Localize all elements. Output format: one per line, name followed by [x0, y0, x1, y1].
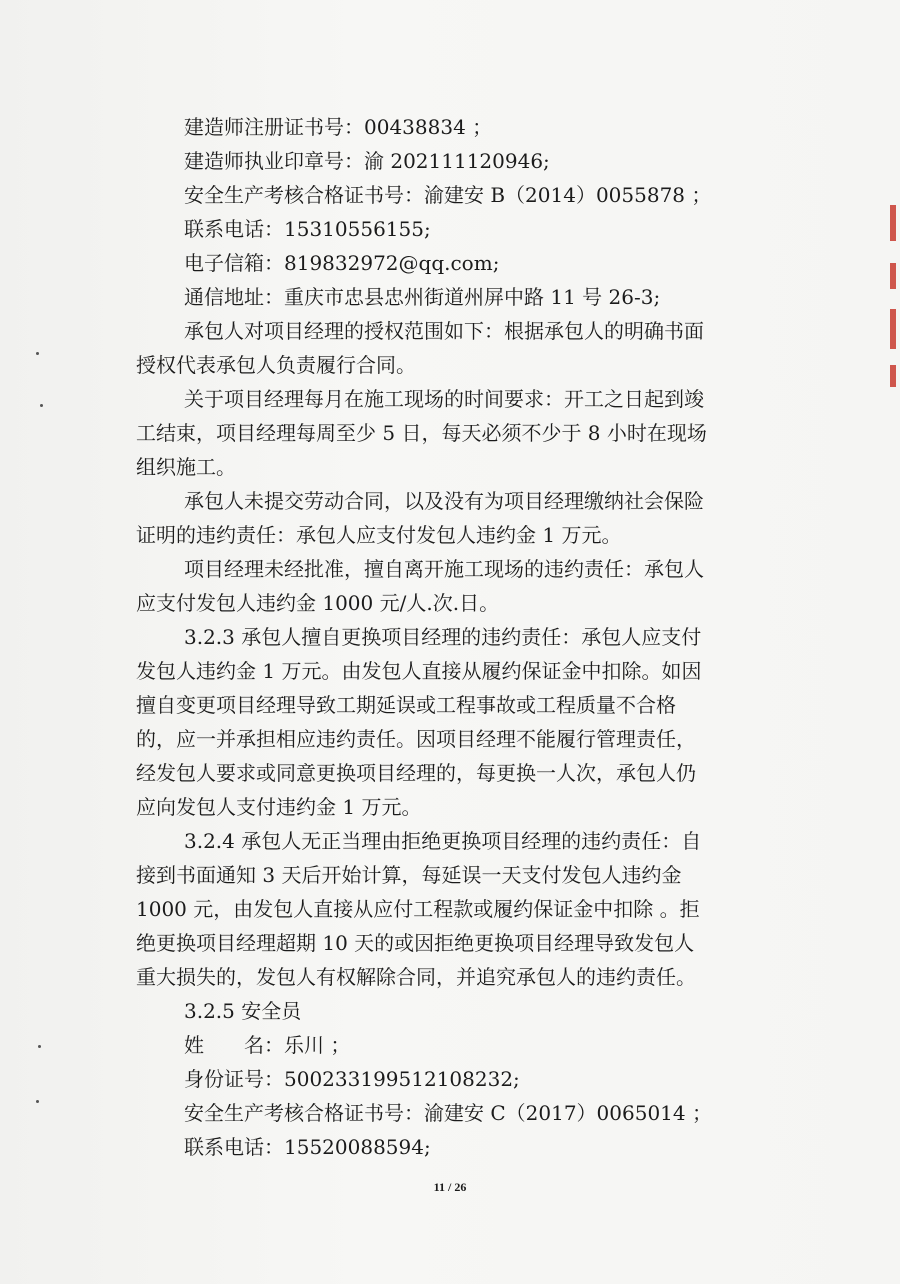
text-line: 建造师注册证书号：00438834 ； — [184, 115, 493, 139]
text-line: 通信地址：重庆市忠县忠州街道州屏中路 11 号 26-3; — [184, 285, 661, 309]
text-line: 电子信箱：819832972@qq.com; — [184, 251, 500, 275]
text-line: 身份证号：500233199512108232; — [184, 1067, 520, 1091]
text-line: 授权代表承包人负责履行合同。 — [136, 353, 416, 377]
text-line: 的，应一并承担相应违约责任。因项目经理不能履行管理责任， — [136, 727, 696, 751]
text-line: 擅自变更项目经理导致工期延误或工程事故或工程质量不合格 — [136, 693, 676, 717]
text-line: 建造师执业印章号：渝 202111120946; — [184, 149, 550, 173]
text-line: 应支付发包人违约金 1000 元/人.次.日。 — [136, 591, 500, 615]
text-line: 3.2.3 承包人擅自更换项目经理的违约责任：承包人应支付 — [184, 625, 702, 649]
text-line: 发包人违约金 1 万元。由发包人直接从履约保证金中扣除。如因 — [136, 659, 702, 683]
text-line: 安全生产考核合格证书号：渝建安 B（2014）0055878 ； — [184, 183, 712, 207]
text-line: 组织施工。 — [136, 455, 236, 479]
section-heading: 3.2.5 安全员 — [184, 999, 302, 1023]
text-line: 重大损失的，发包人有权解除合同，并追究承包人的违约责任。 — [136, 965, 696, 989]
page-number: 11 / 26 — [433, 1180, 467, 1194]
body-text — [136, 110, 776, 1164]
text-line: 接到书面通知 3 天后开始计算，每延误一天支付发包人违约金 — [136, 863, 682, 887]
text-line: 3.2.4 承包人无正当理由拒绝更换项目经理的违约责任：自 — [184, 829, 702, 853]
text-line: 经发包人要求或同意更换项目经理的，每更换一人次，承包人仍 — [136, 761, 696, 785]
text-line: 证明的违约责任：承包人应支付发包人违约金 1 万元。 — [136, 523, 622, 547]
text-line: 联系电话：15310556155; — [184, 217, 431, 241]
text-line: 工结束，项目经理每周至少 5 日，每天必须不少于 8 小时在现场 — [136, 421, 707, 445]
text-line: 联系电话：15520088594; — [184, 1135, 431, 1159]
scan-speck — [40, 404, 43, 407]
text-line: 承包人未提交劳动合同，以及没有为项目经理缴纳社会保险 — [184, 489, 704, 513]
scan-speck — [38, 1045, 41, 1048]
text-line: 绝更换项目经理超期 10 天的或因拒绝更换项目经理导致发包人 — [136, 931, 695, 955]
text-line: 姓 名：乐川 ； — [184, 1033, 351, 1057]
seal-stamp-fragment — [878, 205, 900, 395]
text-line: 安全生产考核合格证书号：渝建安 C（2017）0065014 ； — [184, 1101, 712, 1125]
scan-speck — [36, 352, 39, 355]
text-line: 1000 元，由发包人直接从应付工程款或履约保证金中扣除 。拒 — [136, 897, 700, 921]
text-line: 关于项目经理每月在施工现场的时间要求：开工之日起到竣 — [184, 387, 704, 411]
scan-speck — [36, 1100, 39, 1103]
text-line: 项目经理未经批准，擅自离开施工现场的违约责任：承包人 — [184, 557, 704, 581]
text-line: 承包人对项目经理的授权范围如下：根据承包人的明确书面 — [184, 319, 704, 343]
text-line: 应向发包人支付违约金 1 万元。 — [136, 795, 422, 819]
